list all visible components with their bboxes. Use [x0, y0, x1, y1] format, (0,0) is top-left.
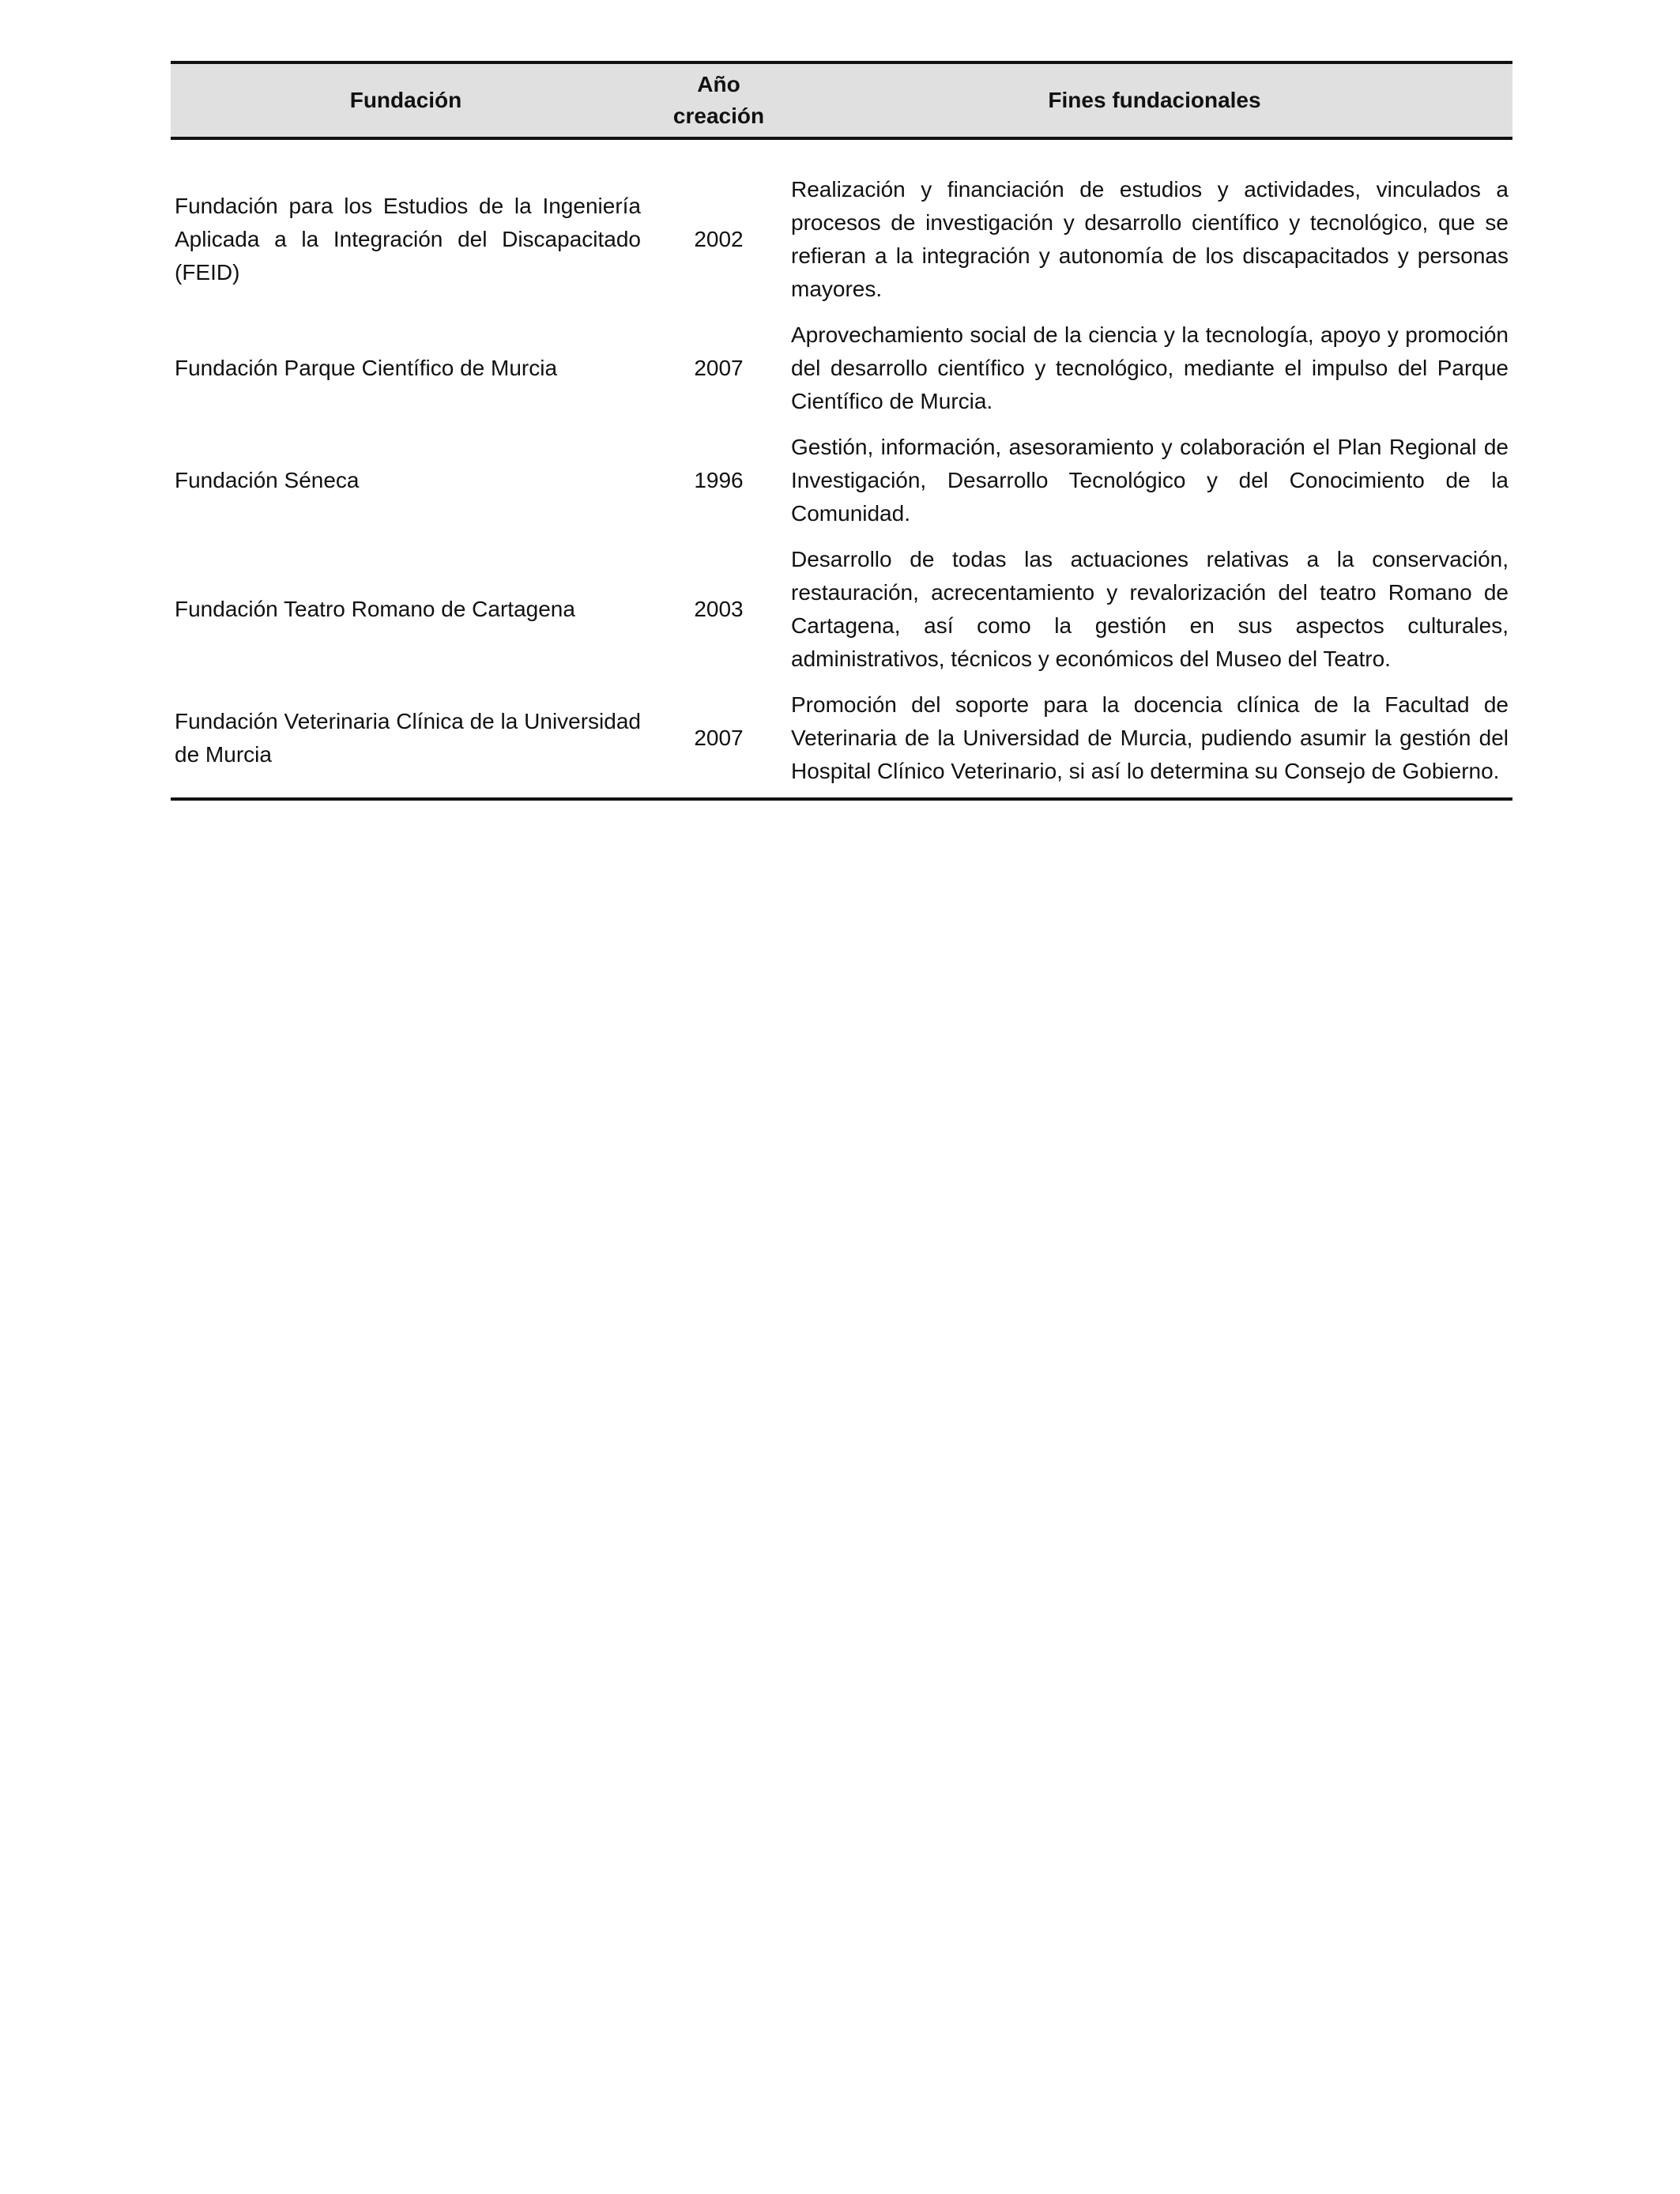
table-row — [171, 312, 1512, 424]
table-header — [171, 62, 1512, 138]
cell-ano: 2002 — [694, 227, 744, 251]
cell-ano: 1996 — [694, 468, 744, 492]
cell-fundacion: Fundación Veterinaria Clínica de la Universidad de Murcia — [171, 682, 665, 799]
table-row — [171, 173, 1512, 312]
header-fundacion: Fundación — [171, 62, 665, 138]
cell-fundacion: Fundación Séneca — [175, 468, 360, 492]
cell-fines: Gestión, información, asesoramiento y colaboración el Plan Regional de Investigación, Desarrollo Tecnológico y del Conocimiento de la Comunidad. — [791, 435, 1509, 526]
cell-ano: 2007 — [694, 356, 744, 380]
header-row — [171, 62, 1512, 138]
cell-fundacion: Fundación Parque Científico de Murcia — [175, 356, 558, 380]
spacer-row — [171, 138, 1512, 173]
cell-fines: Desarrollo de todas las actuaciones relativas a la conservación, restauración, acrecentamiento y revalorización del teatro Romano de Cartagena, así como la gestión en sus aspectos culturales, administrativos, técnicos y económicos del Museo del Teatro. — [791, 547, 1509, 671]
table-row — [171, 682, 1512, 799]
cell-fines: Aprovechamiento social de la ciencia y la tecnología, apoyo y promoción del desarrollo científico y tecnológico, mediante el impulso del Parque Científico de Murcia. — [791, 322, 1509, 413]
header-fines-fundacionales: Fines fundacionales — [773, 62, 1512, 138]
table-row — [171, 424, 1512, 537]
header-ano-creacion — [665, 62, 773, 138]
header-ano-line1: Año — [697, 72, 740, 96]
spacer-cell — [171, 138, 1512, 173]
cell-ano: 2003 — [694, 597, 744, 621]
cell-fines: Promoción del soporte para la docencia clínica de la Facultad de Veterinaria de la Universidad de Murcia, pudiendo asumir la gestión del Hospital Clínico Veterinario, si así lo determina su Consejo de Gobierno. — [773, 682, 1512, 799]
table-body — [171, 138, 1512, 799]
cell-fines: Realización y financiación de estudios y actividades, vinculados a procesos de investigación y desarrollo científico y tecnológico, que se refieran a la integración y autonomía de los discapacitados y personas mayores. — [791, 177, 1509, 301]
cell-ano: 2007 — [665, 682, 773, 799]
cell-fundacion: Fundación para los Estudios de la Ingeniería Aplicada a la Integración del Discapacitado (FEID) — [175, 194, 641, 285]
foundations-table — [171, 61, 1512, 801]
cell-fundacion: Fundación Teatro Romano de Cartagena — [175, 597, 575, 621]
table-row — [171, 537, 1512, 682]
header-ano-line2: creación — [672, 104, 765, 128]
